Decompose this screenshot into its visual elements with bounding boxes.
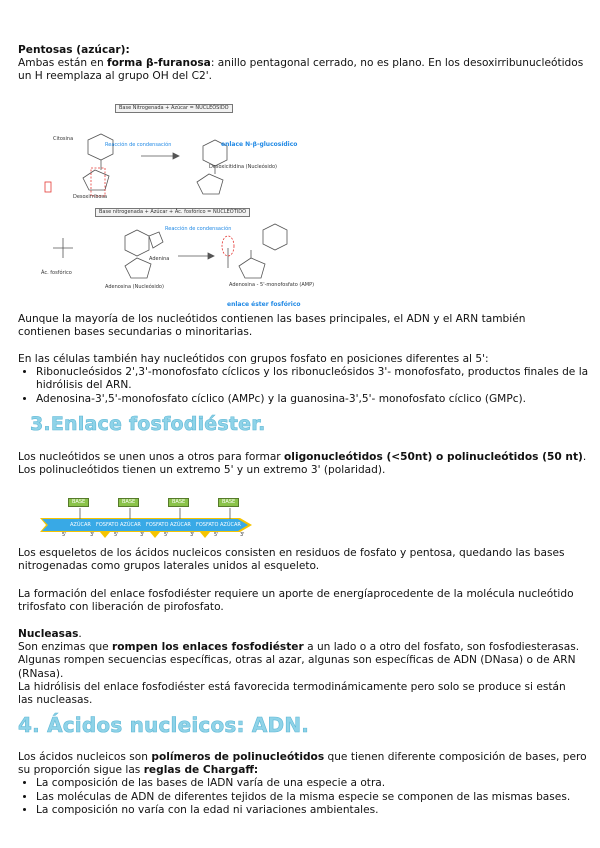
- list-item: • Ribonucleósidos 2',3'-monofosfato cíclicos y los ribonucleósidos 3'- monofosfato, productos finales de la hidrólisis del ARN.: [36, 366, 590, 392]
- chain-segment: AZÚCAR: [170, 522, 191, 528]
- pentosas-section: [18, 44, 590, 84]
- nucleotide-equation-box: Base nitrogenada + Azúcar + Ác. fosfórico = NUCLEÓTIDO: [95, 208, 250, 217]
- nucleasas-section: [18, 628, 590, 707]
- desoxirribosa-label: Desoxirribosa: [73, 194, 108, 200]
- nucleasas-line5: las nucleasas.: [18, 694, 93, 707]
- nucleasas-line2: Algunas rompen secuencias específicas, otras al azar, algunas son específicas de ADN (DNasa) o de ARN: [18, 654, 576, 667]
- citosina-label: Citosina: [53, 136, 74, 142]
- phosphate-positions-paragraph: [18, 353, 590, 406]
- chain-end-mark: 3': [190, 532, 195, 538]
- backbone-line1: Los esqueletos de los ácidos nucleicos consisten en residuos de fosfato y pentosa, quedando las bases: [18, 547, 565, 559]
- energy-line2: trifosfato con liberación de pirofosfato.: [18, 601, 224, 614]
- list-item: • La composición no varía con la edad ni variaciones ambientales.: [36, 804, 590, 817]
- pentosas-title: Pentosas (azúcar):: [18, 44, 130, 56]
- pentosas-line1: Ambas están en forma β-furanosa: anillo pentagonal cerrado, no es plano. En los desoxirribunucleótidos: [18, 57, 584, 70]
- nucleotide-diagram: [33, 98, 303, 310]
- acido-fosforico-label: Ác. fosfórico: [41, 270, 72, 276]
- backbone-line2: nitrogenadas como grupos laterales unidos al esqueleto.: [18, 560, 320, 573]
- section3-line2: Los polinucleótidos tienen un extremo 5' y un extremo 3' (polaridad).: [18, 464, 386, 477]
- chain-end-mark: 5': [62, 532, 67, 538]
- energy-line1: La formación del enlace fosfodiéster requiere un aporte de energíaprocedente de la molécula nucleótido: [18, 588, 574, 600]
- chain-base-box: BASE: [118, 498, 139, 507]
- section3-intro: [18, 451, 590, 477]
- section3-heading: 3.Enlace fosfodiéster.: [30, 413, 266, 435]
- chain-end-mark: 5': [164, 532, 169, 538]
- bases-line2: contienen bases secundarias o minoritarias.: [18, 326, 253, 339]
- section4-line1: Los ácidos nucleicos son polímeros de polinucleótidos que tienen diferente composición de bases, pero: [18, 751, 587, 763]
- nucleasas-line1: Son enzimas que rompen los enlaces fosfodiéster a un lado o a otro del fosfato, son fosfodiesterasas.: [18, 641, 580, 654]
- adenina-label: Adenina: [149, 256, 170, 262]
- chain-end-mark: 3': [140, 532, 145, 538]
- chain-segment: AZÚCAR: [70, 522, 91, 528]
- polynucleotide-chain-figure: [40, 494, 290, 540]
- amp-label: Adenosina - 5'-monofosfato (AMP): [229, 282, 315, 288]
- chain-segment: AZÚCAR: [220, 522, 241, 528]
- chain-base-box: BASE: [218, 498, 239, 507]
- chain-end-mark: 5': [114, 532, 119, 538]
- section3-line1: Los nucleótidos se unen unos a otros para formar oligonucleótidos (<50nt) o polinucleótidos (50 nt).: [18, 451, 587, 463]
- chain-end-mark: 5': [214, 532, 219, 538]
- chain-segment: FOSFATO: [96, 522, 119, 528]
- desoxicitidina-label: Desoxicitidina (Nucleósido): [209, 164, 277, 170]
- chain-base-box: BASE: [68, 498, 89, 507]
- chain-base-box: BASE: [168, 498, 189, 507]
- section4-body: [18, 751, 590, 817]
- section4-line2: su proporción sigue las reglas de Chargaff:: [18, 764, 259, 777]
- glycosidic-bond-label: enlace N-β-glucosídico: [221, 141, 298, 148]
- chain-end-mark: 3': [240, 532, 245, 538]
- energy-paragraph: [18, 588, 590, 614]
- phosphate-intro: En las células también hay nucleótidos con grupos fosfato en posiciones diferentes al 5':: [18, 353, 489, 365]
- chain-segment: FOSFATO: [146, 522, 169, 528]
- section4-heading: 4. Ácidos nucleicos: ADN.: [18, 713, 310, 737]
- phosphate-list: [18, 366, 590, 406]
- bases-line1: Aunque la mayoría de los nucleótidos contienen las bases principales, el ADN y el ARN también: [18, 313, 526, 325]
- chain-segment: FOSFATO: [196, 522, 219, 528]
- ester-bond-label: enlace éster fosfórico: [227, 301, 301, 308]
- bases-paragraph: [18, 313, 590, 339]
- condensation-label-2: Reacción de condensación: [165, 226, 232, 232]
- nucleoside-equation-box: Base Nitrogenada + Azúcar = NUCLEÓSIDO: [115, 104, 233, 113]
- backbone-paragraph: [18, 547, 590, 573]
- pentosas-line2: un H reemplaza al grupo OH del C2'.: [18, 70, 212, 83]
- list-item: • Adenosina-3',5'-monofosfato cíclico (AMPc) y la guanosina-3',5'- monofosfato cíclico (GMPc).: [36, 393, 590, 406]
- condensation-label-1: Reacción de condensación: [105, 142, 172, 148]
- list-item: • Las moléculas de ADN de diferentes tejidos de la misma especie se componen de las mismas bases.: [36, 791, 590, 804]
- adenosina-label: Adenosina (Nucleósido): [105, 284, 164, 290]
- list-item: • La composición de las bases de lADN varía de una especie a otra.: [36, 777, 590, 790]
- nucleasas-title: Nucleasas.: [18, 628, 82, 640]
- nucleasas-line3: (RNasa).: [18, 667, 64, 680]
- chain-segment: AZÚCAR: [120, 522, 141, 528]
- nucleotide-formation-figure: [33, 98, 315, 310]
- chargaff-list: [18, 777, 590, 817]
- chain-end-mark: 3': [90, 532, 95, 538]
- nucleasas-line4: La hidrólisis del enlace fosfodiéster está favorecida termodinámicamente pero solo se produce si están: [18, 680, 566, 693]
